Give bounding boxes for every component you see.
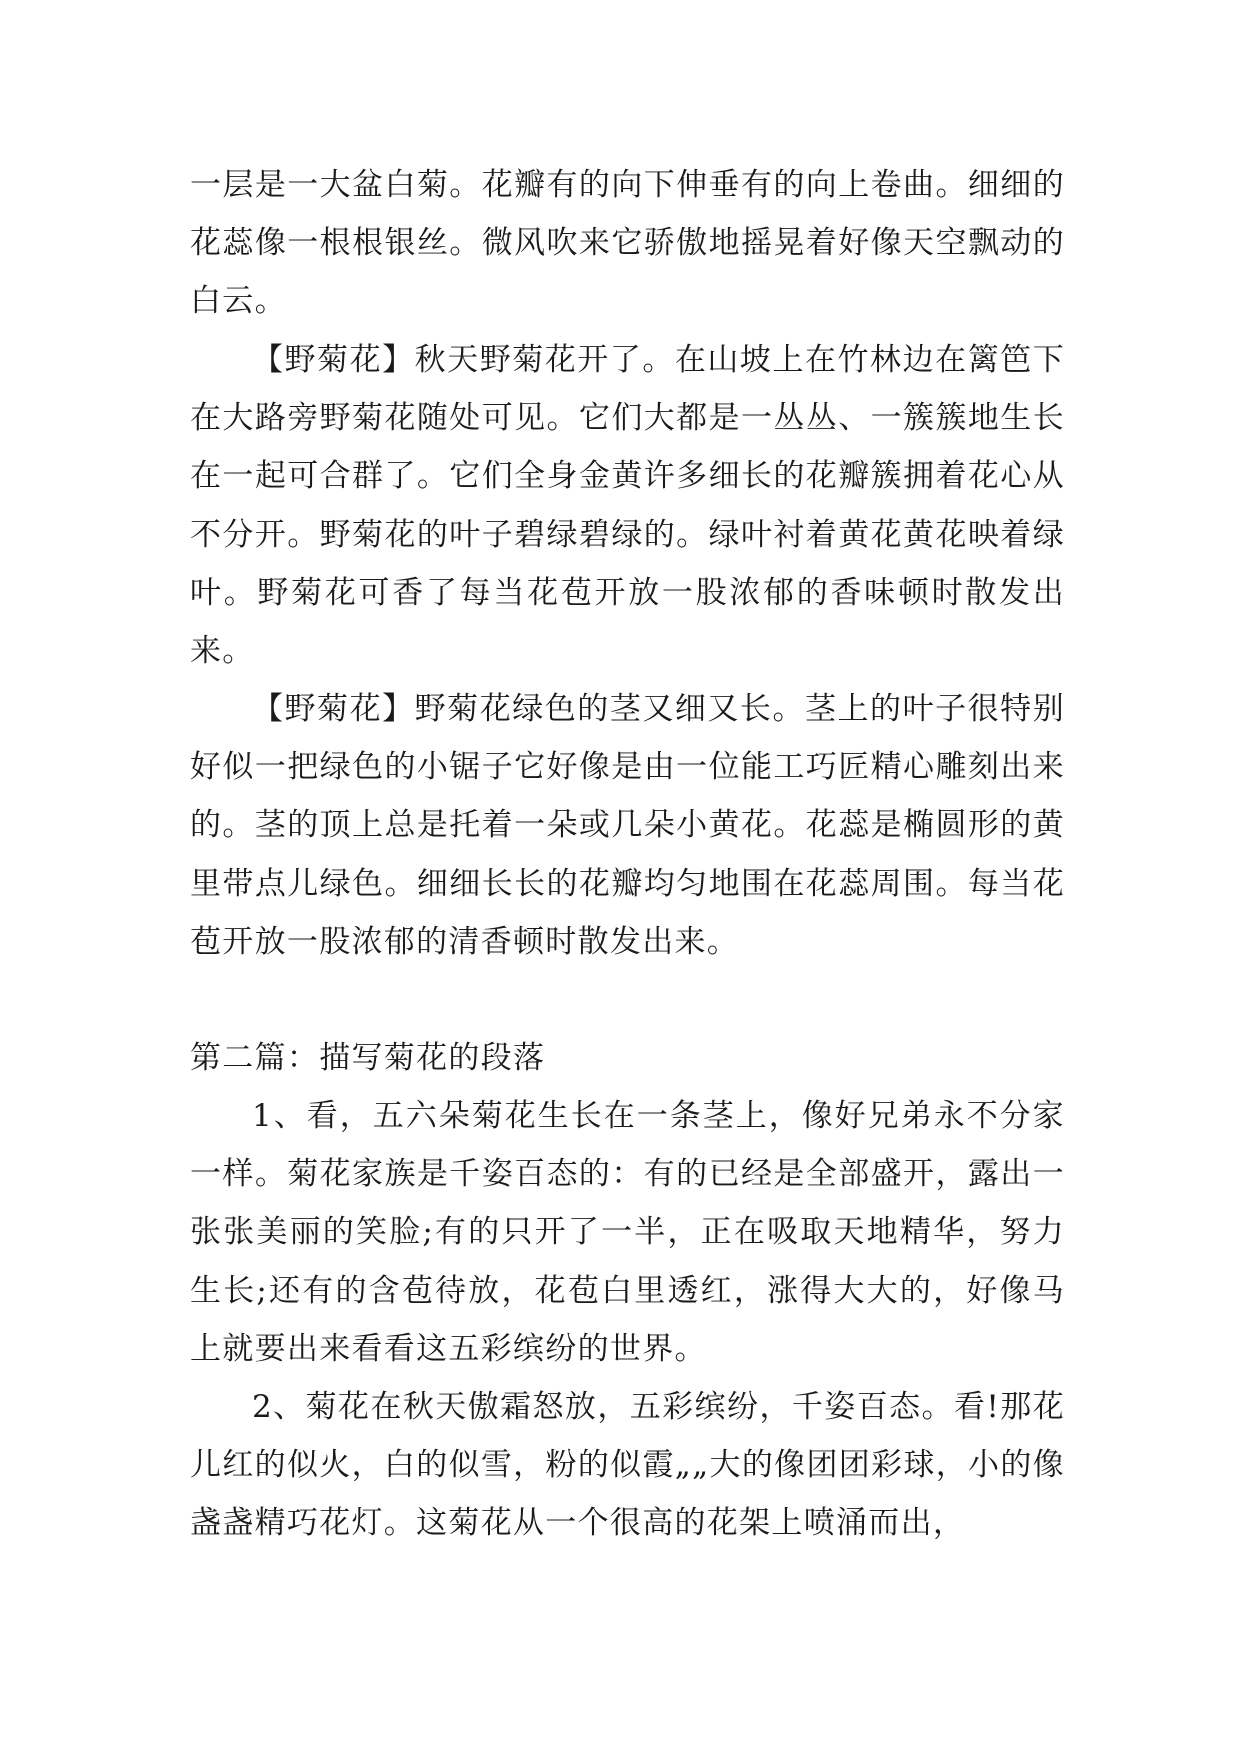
paragraph-wild-chrysanthemum-2: 【野菊花】野菊花绿色的茎又细又长。茎上的叶子很特别好似一把绿色的小锯子它好像是由一位能工巧匠精心雕刻出来的。茎的顶上总是托着一朵或几朵小黄花。花蕊是椭圆形的黄里带点儿绿色。细细长长的花瓣均匀地围在花蕊周围。每当花苞开放一股浓郁的清香顿时散发出来。 (190, 691, 1065, 960)
section-heading: 第二篇：描写菊花的段落 (190, 1040, 546, 1076)
paragraph-white-chrysanthemum: 一层是一大盆白菊。花瓣有的向下伸垂有的向上卷曲。细细的花蕊像一根根银丝。微风吹来它骄傲地摇晃着好像天空飘动的白云。 (190, 167, 1065, 320)
paragraph-wild-chrysanthemum-1: 【野菊花】秋天野菊花开了。在山坡上在竹林边在篱笆下在大路旁野菊花随处可见。它们大都是一丛丛、一簇簇地生长在一起可合群了。它们全身金黄许多细长的花瓣簇拥着花心从不分开。野菊花的叶子碧绿碧绿的。绿叶衬着黄花黄花映着绿叶。野菊花可香了每当花苞开放一股浓郁的香味顿时散发出来。 (190, 342, 1065, 670)
section-paragraph-2: 2、菊花在秋天傲霜怒放，五彩缤纷，千姿百态。看!那花儿红的似火，白的似雪，粉的似霞„„大的像团团彩球，小的像盏盏精巧花灯。这菊花从一个很高的花架上喷涌而出， (190, 1389, 1065, 1542)
section-paragraph-1: 1、看，五六朵菊花生长在一条茎上，像好兄弟永不分家一样。菊花家族是千姿百态的：有的已经是全部盛开，露出一张张美丽的笑脸;有的只开了一半，正在吸取天地精华，努力生长;还有的含苞待放，花苞白里透红，涨得大大的，好像马上就要出来看看这五彩缤纷的世界。 (190, 1098, 1065, 1367)
